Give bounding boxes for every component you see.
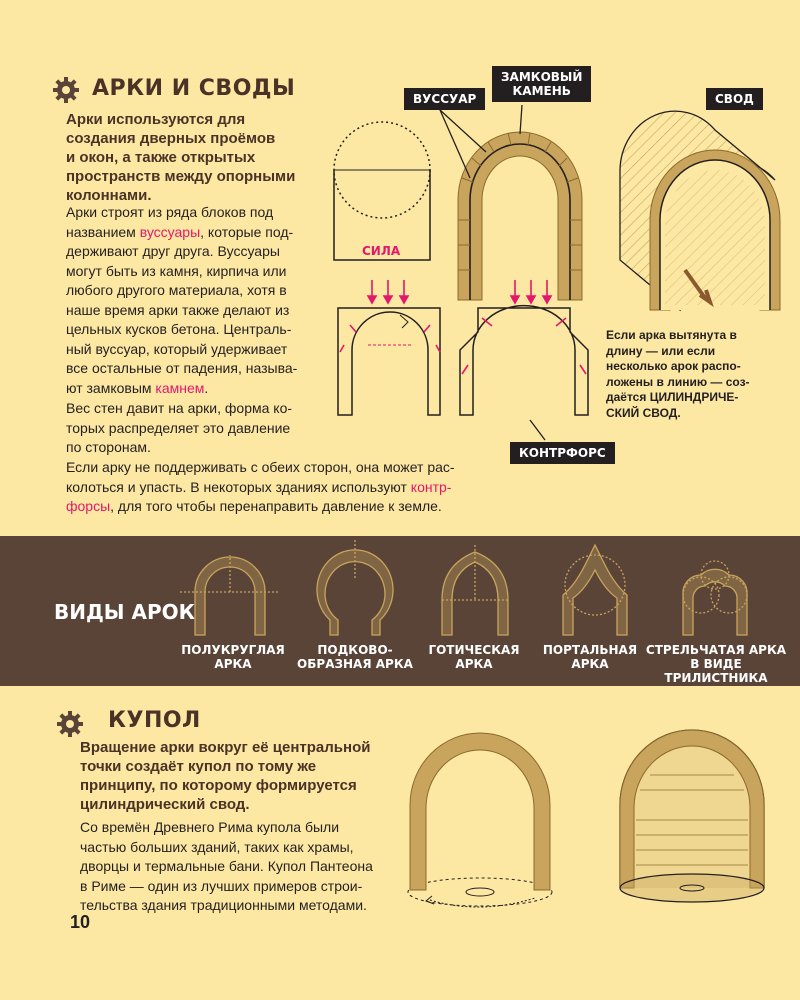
- vault-caption: Если арка вытянута в длину — или если несколько арок распо- ложены в линию — соз- даётся ЦИЛИНДРИЧЕ- СКИЙ СВОД.: [606, 328, 750, 420]
- arches-lead: Арки используются для создания дверных проёмов и окон, а также открытых пространств между опорными колоннами.: [66, 111, 296, 204]
- trefoil-arch: [683, 561, 747, 635]
- gear-icon: [56, 710, 84, 738]
- semicircular-arch: [180, 555, 280, 635]
- arch-type-gothic: ГОТИЧЕСКАЯ АРКА: [428, 643, 520, 671]
- arches-paragraph-1: Арки строят из ряда блоков под названием вуссуары, которые под- держивают друг друга. Вуссуары могут быть из камня, кирпича или любого другого материала, хотя в наше время арки также делают из цельных кусков бетона. Централь- ный вуссуар, который удерживает все остальные от падения, называ- ют замковым камнем.: [66, 204, 298, 396]
- arch-types-title: ВИДЫ АРОК: [54, 600, 195, 624]
- collapsing-arch: [460, 306, 588, 415]
- arch-types-illustrations: [180, 540, 800, 640]
- dome-diagram: [400, 720, 800, 920]
- page-number: 10: [70, 912, 91, 932]
- gothic-arch: [442, 545, 508, 635]
- force-label: СИЛА: [362, 244, 401, 258]
- buttress-label: КОНТРФОРС: [510, 442, 615, 464]
- keystone-term: камнем: [155, 379, 205, 396]
- dome-lead: Вращение арки вокруг её центральной точки создаёт купол по тому же принципу, по которому формируется цилиндрический свод.: [80, 739, 371, 813]
- voussoir-term: вуссуары: [139, 223, 201, 240]
- arch-type-portal: ПОРТАЛЬНАЯ АРКА: [542, 643, 638, 671]
- section-title-arches: АРКИ И СВОДЫ: [92, 76, 296, 101]
- section-title-dome: КУПОЛ: [108, 708, 201, 733]
- arches-paragraph-2: Вес стен давит на арки, форма ко- торых распределяет это давление по сторонам.: [66, 400, 293, 455]
- portal-arch: [563, 545, 627, 635]
- rotating-arch: [408, 733, 552, 907]
- gear-icon: [52, 76, 80, 104]
- vault-label: СВОД: [706, 88, 763, 110]
- circle-square-figure: [334, 122, 430, 260]
- dome-figure: [620, 730, 764, 902]
- arch-type-trefoil: СТРЕЛЬЧАТАЯ АРКА В ВИДЕ ТРИЛИСТНИКА: [645, 643, 787, 685]
- voussoir-label: ВУССУАР: [404, 88, 485, 110]
- vault-figure: [620, 111, 780, 310]
- brick-arch: [458, 132, 582, 300]
- horseshoe-arch: [317, 540, 393, 635]
- buttress-term: форсы: [66, 498, 111, 514]
- arch-type-horseshoe: ПОДКОВО- ОБРАЗНАЯ АРКА: [297, 643, 413, 671]
- supported-arch: [338, 308, 440, 415]
- arch-type-semicircular: ПОЛУКРУГЛАЯ АРКА: [181, 643, 285, 671]
- keystone-label: ЗАМКОВЫЙ КАМЕНЬ: [492, 66, 591, 102]
- dome-paragraph: Со времён Древнего Рима купола были частью больших зданий, таких как храмы, дворцы и термальные бани. Купол Пантеона в Риме — один из лучших примеров строи- тельства здания традиционными методами.: [80, 819, 373, 913]
- arches-paragraph-3: Если арку не поддерживать с обеих сторон, она может рас- колоться и упасть. В некоторых зданиях используют контр- форсы, для того чтобы перенаправить давление к земле.: [66, 459, 455, 514]
